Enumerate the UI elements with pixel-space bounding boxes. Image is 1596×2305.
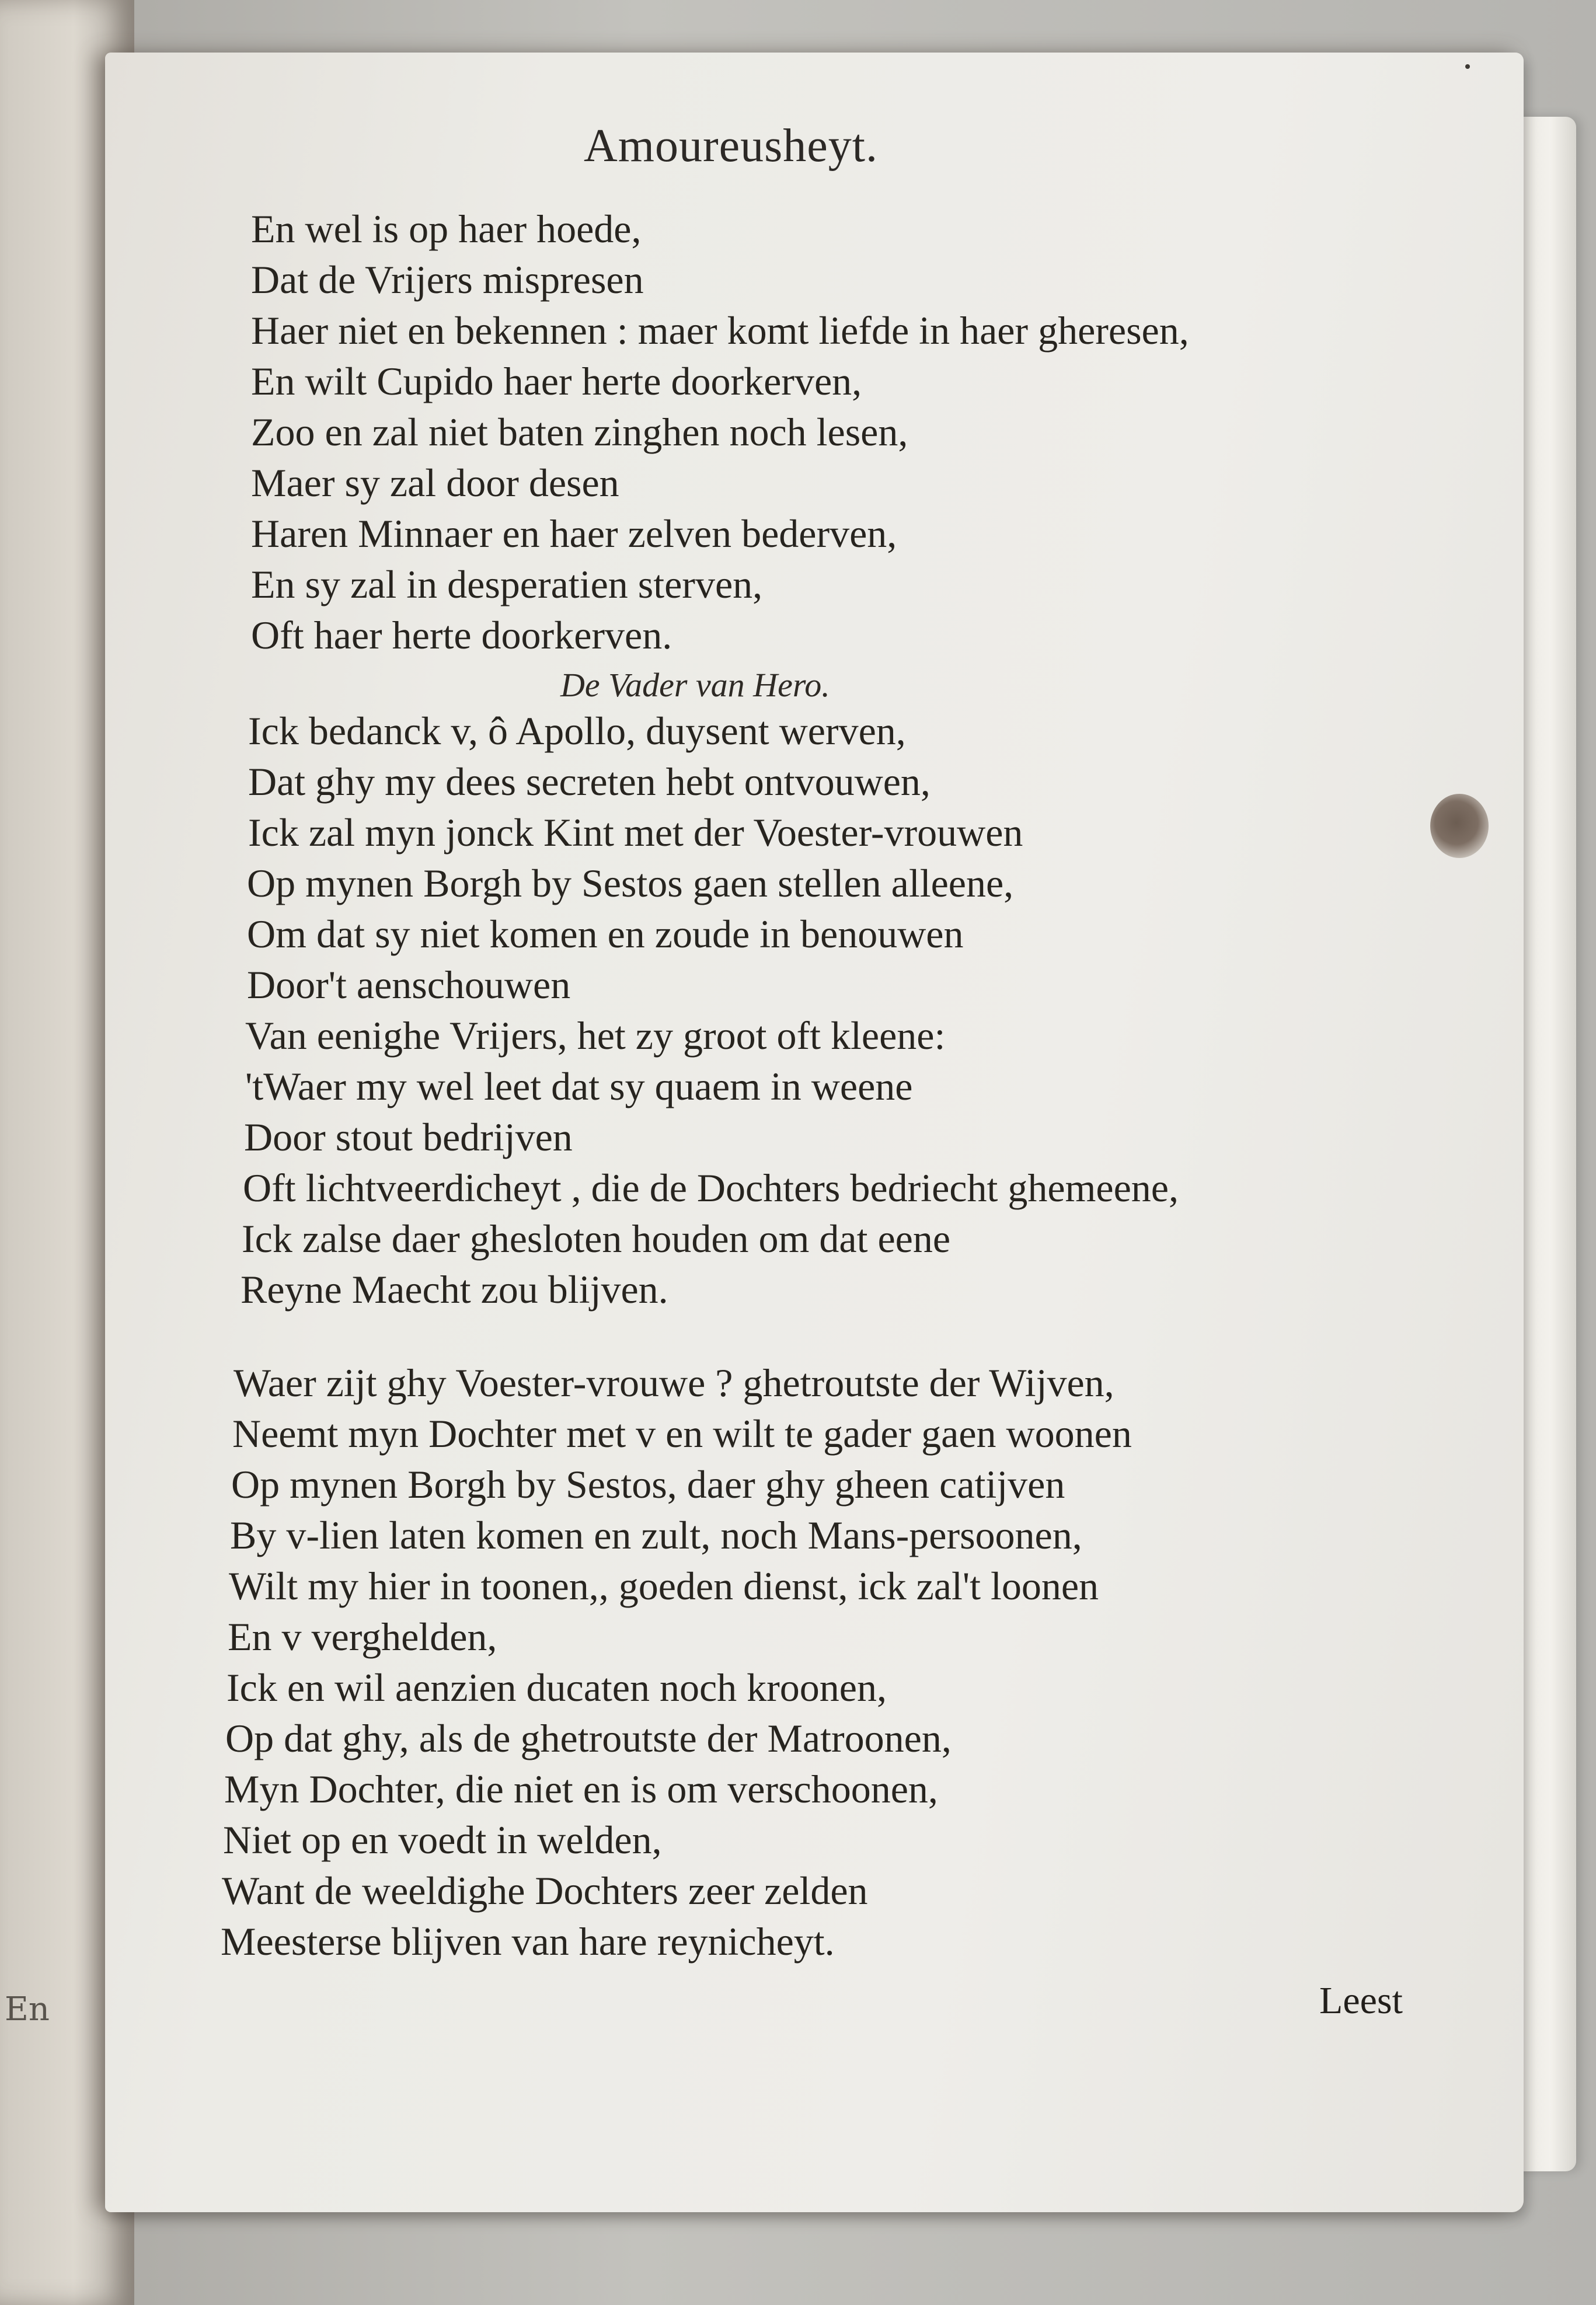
verse-line: Waer zijt ghy Voester-vrouwe ? ghetroutste der Wijven,	[234, 1361, 1114, 1405]
verse-line: Op dat ghy, als de ghetroutste der Matroonen,	[225, 1716, 952, 1760]
verse-line: Ick zal myn jonck Kint met der Voester-vrouwen	[248, 810, 1023, 855]
verse-line: En v verghelden,	[228, 1614, 497, 1659]
verse-line: Haren Minnaer en haer zelven bederven,	[251, 511, 897, 556]
book-page	[105, 53, 1524, 2212]
verse-line: Door't aenschouwen	[247, 963, 571, 1007]
verse-line: En wilt Cupido haer herte doorkerven,	[251, 359, 862, 403]
ink-stain	[1430, 794, 1489, 858]
verse-line: Zoo en zal niet baten zinghen noch lesen,	[251, 410, 908, 454]
verse-line: Op mynen Borgh by Sestos gaen stellen alleene,	[247, 861, 1014, 905]
ink-speck	[1465, 64, 1470, 69]
verse-line: Reyne Maecht zou blijven.	[241, 1267, 668, 1312]
verse-line: En sy zal in desperatien sterven,	[251, 562, 763, 606]
verse-line: Myn Dochter, die niet en is om verschoonen,	[224, 1767, 938, 1811]
speaker-heading: De Vader van Hero.	[560, 666, 830, 704]
verse-line: Want de weeldighe Dochters zeer zelden	[222, 1868, 868, 1913]
verse-line: Dat de Vrijers mispresen	[251, 257, 644, 302]
verse-line: Niet op en voedt in welden,	[223, 1818, 662, 1862]
verse-line: Van eenighe Vrijers, het zy groot oft kleene:	[245, 1013, 946, 1058]
verse-line: By v-lien laten komen en zult, noch Mans-persoonen,	[230, 1513, 1082, 1557]
verse-line: Ick zalse daer ghesloten houden om dat eene	[242, 1216, 951, 1261]
verse-line: En wel is op haer hoede,	[251, 207, 642, 251]
verse-line: Ick en wil aenzien ducaten noch kroonen,	[226, 1665, 887, 1710]
facing-page-text-fragment: En	[5, 1990, 50, 2028]
running-head: Amoureusheyt.	[584, 120, 879, 172]
verse-line: Haer niet en bekennen : maer komt liefde in haer gheresen,	[251, 308, 1189, 353]
verse-line: Wilt my hier in toonen,, goeden dienst, ick zal't loonen	[229, 1564, 1099, 1608]
verse-line: Ick bedanck v, ô Apollo, duysent werven,	[248, 709, 906, 753]
verse-line: Neemt myn Dochter met v en wilt te gader gaen woonen	[232, 1411, 1132, 1456]
catchword: Leest	[1319, 1979, 1403, 2022]
verse-line: Door stout bedrijven	[244, 1115, 573, 1159]
verse-line: Op mynen Borgh by Sestos, daer ghy gheen catijven	[231, 1462, 1065, 1507]
verse-line: Meesterse blijven van hare reynicheyt.	[221, 1919, 835, 1964]
verse-line: Dat ghy my dees secreten hebt ontvouwen,	[248, 759, 931, 804]
verse-line: Oft lichtveerdicheyt , die de Dochters bedriecht ghemeene,	[243, 1166, 1179, 1210]
verse-line: Oft haer herte doorkerven.	[251, 613, 672, 657]
verse-line: Om dat sy niet komen en zoude in benouwen	[247, 912, 964, 956]
verse-line: Maer sy zal door desen	[251, 461, 619, 505]
verse-line: 'tWaer my wel leet dat sy quaem in weene	[245, 1064, 913, 1108]
